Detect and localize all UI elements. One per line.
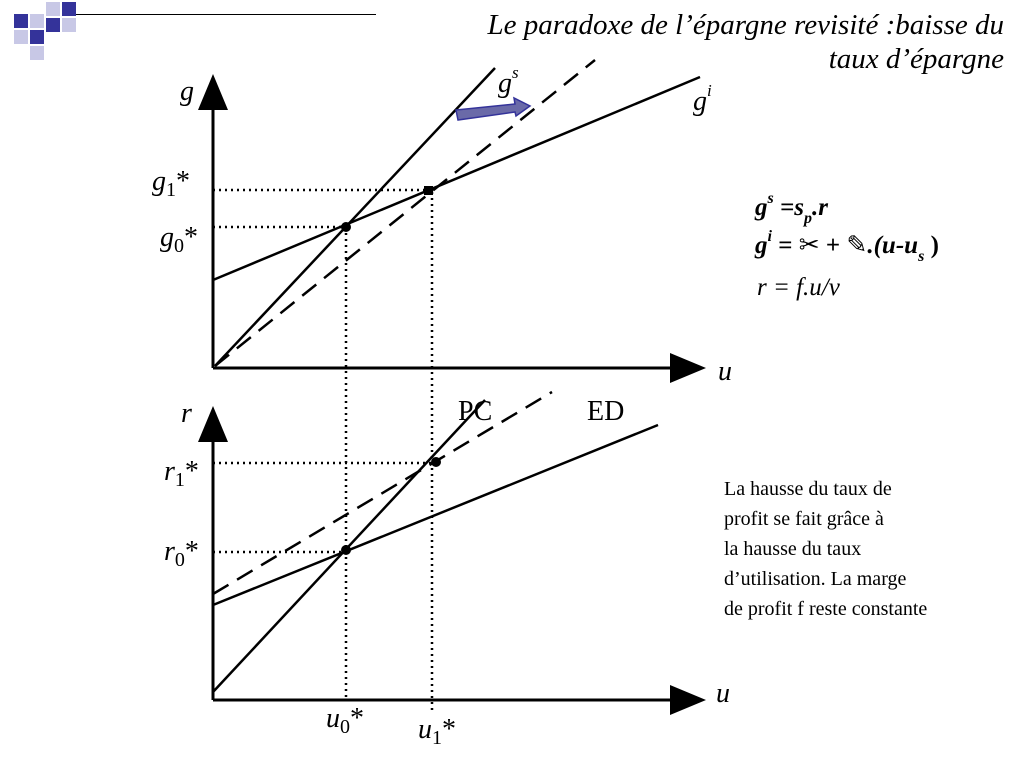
- bottom-equilibrium-point-1: [431, 457, 441, 467]
- slide-title: [364, 8, 1004, 76]
- note-line: de profit f reste constante: [724, 598, 928, 620]
- ed-label: ED: [587, 396, 625, 427]
- logo-square: [62, 18, 76, 32]
- explanation-note: [724, 474, 1014, 624]
- logo-square: [30, 46, 44, 60]
- gamma-u-symbol-icon: ✎: [846, 230, 868, 259]
- r0-star-label: $r_0*$: [164, 536, 199, 571]
- logo-square: [14, 30, 28, 44]
- g1-star-label: $g_1*$: [152, 166, 190, 201]
- logo-square: [14, 14, 28, 28]
- top-y-axis-label: g: [180, 76, 194, 107]
- gs-label: $g^s$: [498, 63, 519, 99]
- title-line-1: Le paradoxe de l’épargne revisité :baisse du: [487, 9, 1004, 41]
- equations: [754, 190, 939, 301]
- bottom-x-axis-label: u: [716, 678, 730, 709]
- logo-square: [46, 2, 60, 16]
- logo-square: [46, 18, 60, 32]
- logo-square: [62, 2, 76, 16]
- equation-gs: $g^s =s_p.r$: [755, 190, 828, 227]
- pc-label: PC: [458, 396, 493, 427]
- u0-star-label: $u_0*$: [326, 703, 364, 738]
- note-line: profit se fait grâce à: [724, 508, 884, 530]
- note-line: La hausse du taux de: [724, 478, 892, 500]
- pc-dashed-line: [213, 392, 552, 594]
- gs-dashed-line: [215, 60, 595, 366]
- logo-squares: [14, 2, 376, 60]
- top-x-axis-label: u: [718, 356, 732, 387]
- title-rule: [76, 14, 376, 15]
- equation-r: r = f.u/v: [757, 274, 840, 301]
- logo-square: [30, 14, 44, 28]
- bottom-panel: [164, 392, 730, 749]
- note-line: la hausse du taux: [724, 538, 862, 560]
- shift-arrow-icon: [456, 98, 530, 120]
- gamma-symbol-icon: ✂: [798, 230, 820, 259]
- g0-star-label: $g_0*$: [160, 222, 198, 257]
- equation-gi: $g^i$ = ✂ + $✎.(u-u_s$ ): [755, 228, 939, 265]
- note-line: d’utilisation. La marge: [724, 568, 907, 590]
- r1-star-label: $r_1*$: [164, 456, 199, 491]
- gi-label: $g^i$: [693, 81, 712, 117]
- top-panel: [152, 60, 732, 387]
- gs-line: [215, 68, 495, 366]
- logo-square: [30, 30, 44, 44]
- bottom-y-axis-label: r: [181, 398, 192, 429]
- title-line-2: taux d’épargne: [828, 43, 1004, 75]
- bottom-equilibrium-point-0: [341, 545, 351, 555]
- u1-star-label: $u_1*$: [418, 714, 456, 749]
